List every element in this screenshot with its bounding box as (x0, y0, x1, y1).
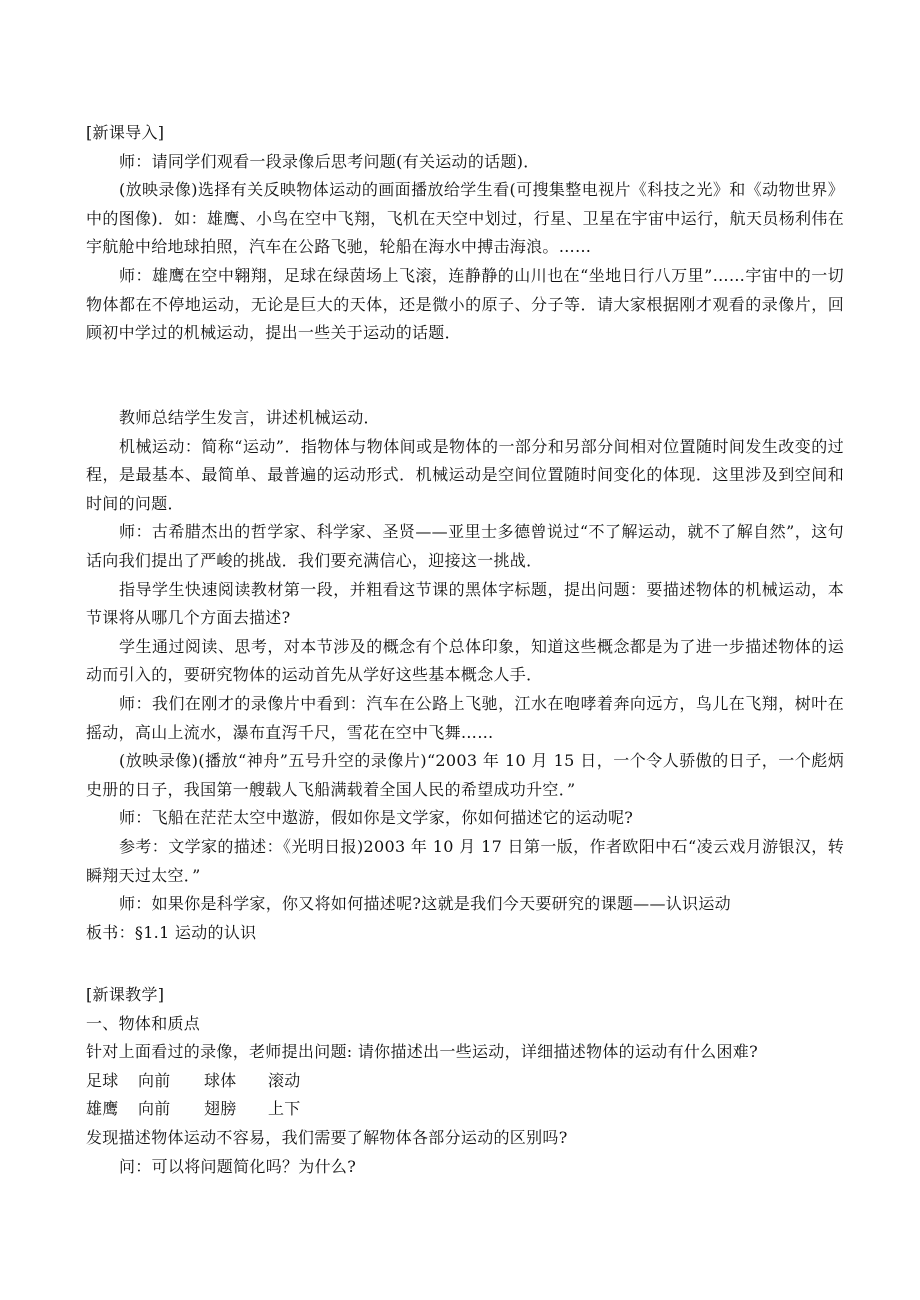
motion-table-row (86, 1095, 844, 1124)
intro-paragraph-6: 师：古希腊杰出的哲学家、科学家、圣贤——亚里士多德曾说过“不了解运动，就不了解自然”，这句话向我们提出了严峻的挑战．我们要充满信心，迎接这一挑战． (86, 522, 844, 570)
intro-heading: [新课导入] (86, 123, 165, 142)
motion-table-cell: 向前 (138, 1070, 171, 1090)
intro-paragraph-4: 教师总结学生发言，讲述机械运动． (119, 408, 380, 427)
teaching-paragraph-3: 问：可以将问题简化吗？为什么? (119, 1156, 357, 1176)
motion-table-cell: 球体 (204, 1070, 237, 1090)
teaching-subheading: 一、物体和质点 (86, 1013, 201, 1033)
motion-table-cell: 雄鹰 (86, 1099, 119, 1119)
teaching-heading: [新课教学] (86, 985, 165, 1004)
intro-paragraph-12: 参考：文学家的描述：《光明日报)2003 年 10 月 17 日第一版，作者欧阳中石“凌云戏月游银汉，转瞬翔天过太空．” (86, 836, 844, 885)
mechanical-motion-section (86, 404, 844, 947)
motion-table-cell: 足球 (86, 1070, 119, 1090)
intro-paragraph-5: 机械运动：简称“运动”．指物体与物体间或是物体的一部分和另部分间相对位置随时间发生改变的过程，是最基本、最简单、最普遍的运动形式．机械运动是空间位置随时间变化的体现．这里涉及到空间和时间的问题． (86, 436, 844, 513)
intro-paragraph-11: 师：飞船在茫茫太空中遨游，假如你是文学家，你如何描述它的运动呢? (119, 808, 634, 828)
motion-table-cell: 滚动 (268, 1070, 301, 1090)
intro-paragraph-8: 学生通过阅读、思考，对本节涉及的概念有个总体印象，知道这些概念都是为了进一步描述物体的运动而引入的，要研究物体的运动首先从学好这些基本概念人手． (86, 636, 844, 685)
board-writing: 板书：§1.1 运动的认识 (86, 922, 257, 942)
intro-paragraph-1: 师：请同学们观看一段录像后思考问题(有关运动的话题)． (119, 151, 540, 171)
intro-paragraph-9: 师：我们在刚才的录像片中看到：汽车在公路上飞驰，江水在咆哮着奔向远方，鸟儿在飞翔，树叶在摇动，高山上流水，瀑布直泻千尺，雪花在空中飞舞…… (86, 693, 844, 742)
motion-table-cell: 上下 (268, 1099, 301, 1119)
intro-paragraph-3: 师：雄鹰在空中翱翔，足球在绿茵场上飞滚，连静静的山川也在“坐地日行八万里”……宇宙中的一切物体都在不停地运动，无论是巨大的天体，还是微小的原子、分子等．请大家根据刚才观看的录像片，回顾初中学过的机械运动，提出一些关于运动的话题． (86, 265, 844, 343)
teaching-section (86, 981, 844, 1181)
teaching-paragraph-1: 针对上面看过的录像，老师提出问题: 请你描述出一些运动，详细描述物体的运动有什么困难? (86, 1042, 758, 1062)
intro-paragraph-10: (放映录像)(播放“神舟”五号升空的录像片)“2003 年 10 月 15 日，一个令人骄傲的日子，一个彪炳史册的日子，我国第一艘载人飞船满载着全国人民的希望成功升空．” (86, 751, 844, 799)
intro-paragraph-2: (放映录像)选择有关反映物体运动的画面播放给学生看(可搜集整电视片《科技之光》和《动物世界》中的图像)．如：雄鹰、小鸟在空中飞翔，飞机在天空中划过，行星、卫星在宇宙中运行，航天员杨利伟在宇航舱中给地球拍照，汽车在公路飞驰，轮船在海水中搏击海浪。…… (86, 180, 844, 257)
intro-paragraph-13: 师：如果你是科学家，你又将如何描述呢?这就是我们今天要研究的课题——认识运动 (119, 894, 731, 914)
teaching-paragraph-2: 发现描述物体运动不容易，我们需要了解物体各部分运动的区别吗? (86, 1127, 568, 1147)
motion-table-cell: 向前 (138, 1099, 171, 1119)
intro-paragraph-7: 指导学生快速阅读教材第一段，并粗看这节课的黑体字标题，提出问题：要描述物体的机械运动，本节课将从哪几个方面去描述? (86, 579, 844, 628)
motion-table-row (86, 1067, 844, 1096)
intro-section (86, 119, 844, 348)
motion-table-cell: 翅膀 (204, 1099, 237, 1119)
